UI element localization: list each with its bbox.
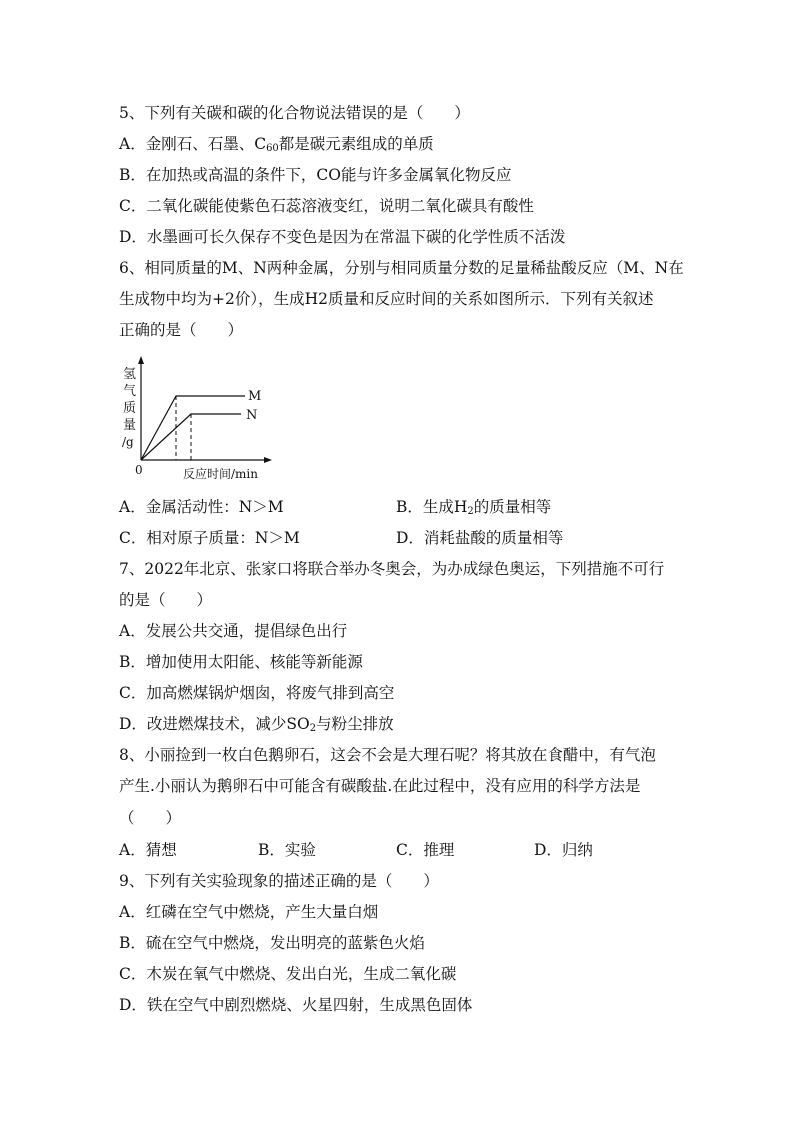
q5-option-a: A．金刚石、石墨、$C_{60}$都是碳元素组成的单质	[119, 135, 434, 154]
series-m-label: M	[248, 389, 262, 404]
q9-option-c: C．木炭在氧气中燃烧、发出白光，生成二氧化碳	[119, 965, 457, 983]
y-axis-label-char: 氢	[123, 367, 137, 382]
q7-option-c: C．加高燃煤锅炉烟囱，将废气排到高空	[119, 684, 395, 702]
q9-option-b: B．硫在空气中燃烧，发出明亮的蓝紫色火焰	[119, 934, 425, 952]
q7-stem-line-1: 7、2022年北京、张家口将联合举办冬奥会，为办成绿色奥运，下列措施不可行	[119, 560, 665, 578]
q6-option-d: D．消耗盐酸的质量相等	[396, 529, 564, 547]
series-m-line	[141, 396, 245, 460]
q8-stem-line-1: 8、小丽捡到一枚白色鹅卵石，这会不会是大理石呢？将其放在食醋中，有气泡	[119, 746, 656, 764]
q5-option-d: D．水墨画可长久保存不变色是因为在常温下碳的化学性质不活泼	[119, 228, 566, 246]
q8-option-a: A．猜想	[119, 841, 177, 859]
q6-option-c: C．相对原子质量：N＞M	[119, 529, 300, 547]
q6-stem-line-3: 正确的是（ ）	[119, 321, 244, 339]
q6-stem-line-2: 生成物中均为+2价），生成H2质量和反应时间的关系如图所示．下列有关叙述	[119, 290, 654, 308]
y-axis-label-unit: /g	[122, 435, 134, 449]
q8-option-d: D．归纳	[534, 841, 593, 859]
x-axis-label: 反应时间/min	[183, 467, 258, 481]
q7-option-d: D．改进燃煤技术，减少$SO_2$与粉尘排放	[119, 715, 394, 734]
x-axis-arrow	[264, 457, 272, 463]
q6-option-b: B．生成$H_2$的质量相等	[396, 498, 552, 517]
q6-option-a: A．金属活动性：N＞M	[119, 498, 284, 516]
origin-label: 0	[135, 463, 143, 477]
y-axis-arrow	[138, 356, 144, 364]
q7-option-a: A．发展公共交通，提倡绿色出行	[119, 622, 348, 640]
q6-stem-line-1: 6、相同质量的M、N两种金属，分别与相同质量分数的足量稀盐酸反应（M、N在	[119, 259, 684, 277]
q8-option-b: B．实验	[258, 841, 316, 859]
q8-option-c: C．推理	[396, 841, 455, 859]
series-n-label: N	[246, 408, 258, 423]
y-axis-label-char: 量	[123, 418, 137, 433]
q9-stem: 9、下列有关实验现象的描述正确的是（ ）	[119, 872, 439, 890]
q9-option-a: A．红磷在空气中燃烧，产生大量白烟	[119, 903, 379, 921]
q5-stem: 5、下列有关碳和碳的化合物说法错误的是（ ）	[119, 104, 470, 122]
y-axis-label-char: 质	[123, 401, 137, 416]
q9-option-d: D．铁在空气中剧烈燃烧、火星四射，生成黑色固体	[119, 996, 473, 1014]
y-axis-label-char: 气	[123, 384, 137, 399]
hydrogen-mass-graph	[117, 352, 277, 487]
q5-option-b: B．在加热或高温的条件下，CO能与许多金属氧化物反应	[119, 166, 512, 184]
q8-stem-line-3: （ ）	[119, 809, 182, 827]
q7-stem-line-2: 的是（ ）	[119, 591, 213, 609]
q7-option-b: B．增加使用太阳能、核能等新能源	[119, 653, 363, 671]
q5-option-c: C．二氧化碳能使紫色石蕊溶液变红，说明二氧化碳具有酸性	[119, 197, 534, 215]
q8-stem-line-2: 产生.小丽认为鹅卵石中可能含有碳酸盐.在此过程中，没有应用的科学方法是	[119, 777, 641, 795]
